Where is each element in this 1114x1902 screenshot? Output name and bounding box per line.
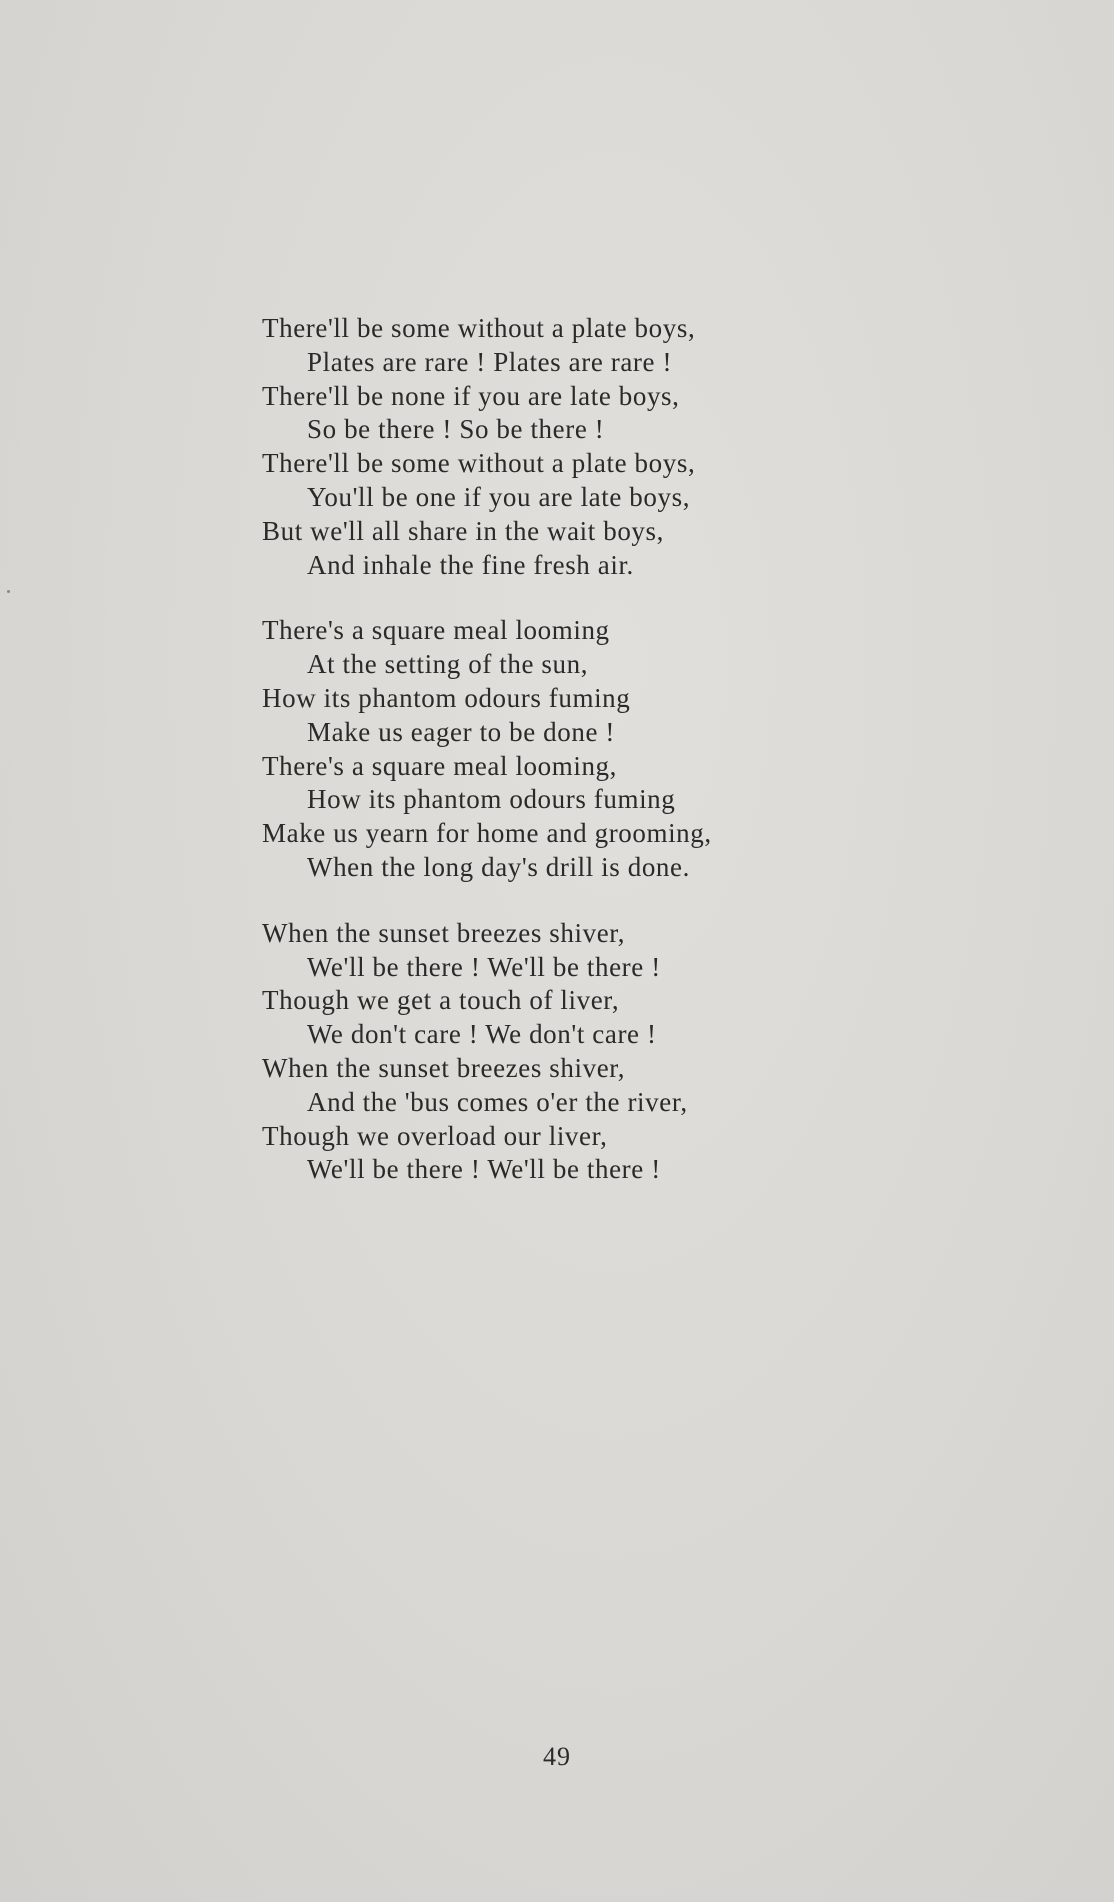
poem-line: Make us yearn for home and grooming, (262, 818, 712, 849)
stanza-3 (262, 917, 822, 1187)
poem-line: There'll be some without a plate boys, (262, 448, 696, 479)
poem-line: Though we overload our liver, (262, 1120, 608, 1151)
poem-line: How its phantom odours fuming (262, 682, 631, 713)
poem-line: Plates are rare ! Plates are rare ! (307, 346, 673, 377)
poem-line: But we'll all share in the wait boys, (262, 515, 664, 546)
poem-line: And the 'bus comes o'er the river, (307, 1086, 688, 1117)
poem-line: There'll be none if you are late boys, (262, 380, 680, 411)
poem-line: When the sunset breezes shiver, (262, 917, 626, 948)
poem-line: How its phantom odours fuming (307, 784, 676, 815)
poem (262, 312, 822, 1219)
stanza-1 (262, 312, 822, 582)
poem-line: There's a square meal looming, (262, 750, 617, 781)
page-number: 49 (543, 1742, 571, 1771)
poem-line: When the sunset breezes shiver, (262, 1052, 626, 1083)
poem-line: You'll be one if you are late boys, (307, 481, 691, 512)
poem-line: We'll be there ! We'll be there ! (307, 1154, 661, 1185)
poem-line: We'll be there ! We'll be there ! (307, 951, 661, 982)
stanza-2 (262, 614, 822, 884)
poem-line: There'll be some without a plate boys, (262, 313, 696, 343)
poem-line: There's a square meal looming (262, 615, 610, 646)
poem-line: We don't care ! We don't care ! (307, 1019, 657, 1050)
poem-line: Make us eager to be done ! (307, 716, 615, 747)
poem-line: And inhale the fine fresh air. (307, 549, 634, 580)
poem-line: At the setting of the sun, (307, 649, 589, 680)
poem-line: When the long day's drill is done. (307, 851, 690, 882)
paper-speck (7, 590, 10, 593)
poem-line: So be there ! So be there ! (307, 414, 605, 445)
poem-line: Though we get a touch of liver, (262, 985, 620, 1016)
